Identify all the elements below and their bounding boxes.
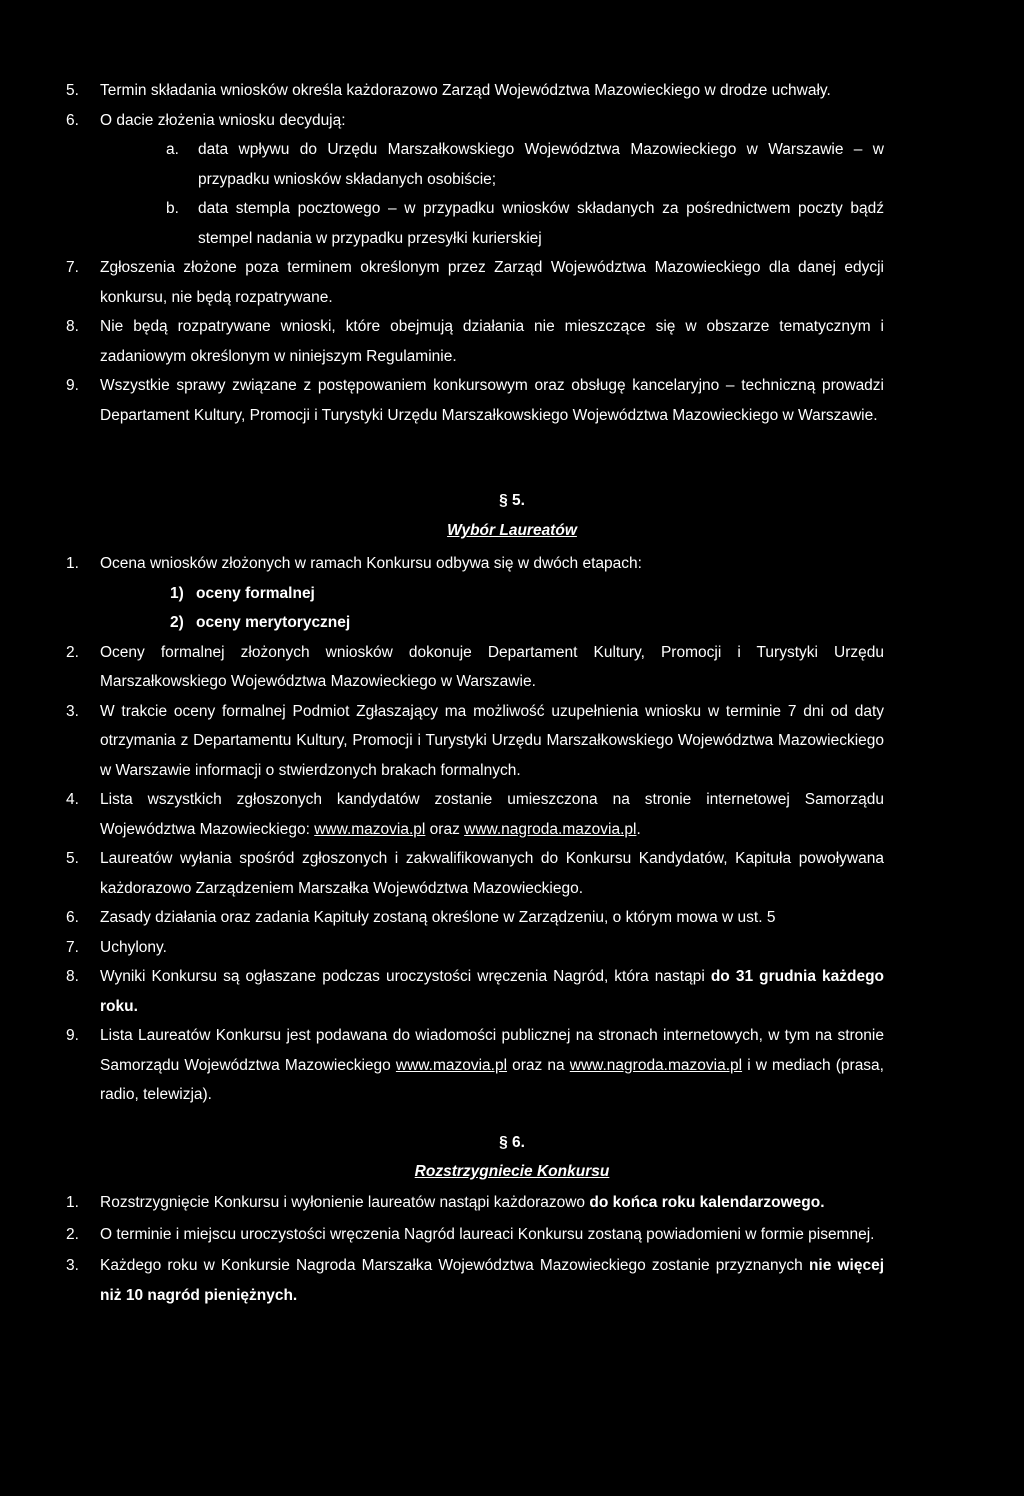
item-text: Zgłoszenia złożone poza terminem określonym przez Zarząd Województwa Mazowieckiego dla danej edycji konkursu, nie będą rozpatrywane. bbox=[100, 259, 884, 306]
list-item bbox=[66, 785, 884, 844]
link-nagroda[interactable]: www.nagroda.mazovia.pl bbox=[569, 1056, 743, 1074]
item-text: oceny formalnej bbox=[196, 584, 315, 602]
item-number: 5. bbox=[66, 82, 79, 99]
section-6-title: Rozstrzygniecie Konkursu bbox=[414, 1163, 610, 1180]
item-text: Ocena wniosków złożonych w ramach Konkursu odbywa się w dwóch etapach: bbox=[100, 555, 642, 572]
text-segment: Lista Laureatów Konkursu jest podawana do wiadomości publicznej na stronach internetowych, w tym na stronie Samorządu Województwa Mazowieckiego bbox=[100, 1027, 884, 1074]
item-number: 6. bbox=[66, 909, 79, 926]
text-segment: Lista wszystkich zgłoszonych kandydatów zostanie umieszczona na stronie internetowej Samorządu Województwa Mazowieckiego: bbox=[100, 791, 884, 838]
bold-text-segment: nie więcej niż 10 nagród pieniężnych. bbox=[100, 1257, 884, 1304]
section-6-heading bbox=[0, 1157, 1024, 1187]
section-5-heading bbox=[0, 516, 1024, 546]
section-5-body bbox=[66, 549, 884, 1110]
list-item bbox=[66, 253, 884, 312]
list-item bbox=[66, 1251, 884, 1310]
bold-text-segment: do końca roku kalendarzowego. bbox=[589, 1194, 825, 1211]
item-text: Uchylony. bbox=[100, 938, 167, 956]
text-segment: . bbox=[636, 820, 641, 838]
list-item bbox=[66, 371, 884, 430]
item-number: 6. bbox=[66, 111, 79, 129]
sub-list-item bbox=[166, 194, 884, 253]
item-number: 9. bbox=[66, 377, 79, 394]
item-number: 2. bbox=[66, 1225, 79, 1243]
item-number: 5. bbox=[66, 850, 79, 867]
list-item bbox=[66, 549, 884, 579]
item-number: 1. bbox=[66, 555, 79, 572]
item-text: O dacie złożenia wniosku decydują: bbox=[100, 111, 346, 129]
item-text: oceny merytorycznej bbox=[196, 614, 351, 631]
link-mazovia[interactable]: www.mazovia.pl bbox=[314, 820, 426, 838]
item-number: 2) bbox=[170, 614, 184, 631]
item-number: 1. bbox=[66, 1194, 79, 1211]
item-text: O terminie i miejscu uroczystości wręczenia Nagród laureaci Konkursu zostaną powiadomieni w formie pisemnej. bbox=[100, 1225, 875, 1243]
item-number: 8. bbox=[66, 968, 79, 985]
text-segment: oraz na bbox=[507, 1056, 570, 1074]
item-text: Wszystkie sprawy związane z postępowaniem konkursowym oraz obsługę kancelaryjno – techniczną prowadzi Departament Kultury, Promocji i Turystyki Urzędu Marszałkowskiego Województwa Mazowieckiego w Warszawie. bbox=[100, 377, 884, 424]
section-4-continuation bbox=[66, 76, 884, 430]
item-number: 4. bbox=[66, 791, 79, 808]
item-number: 1) bbox=[170, 584, 184, 602]
item-letter: a. bbox=[166, 141, 179, 158]
item-text: Laureatów wyłania spośród zgłoszonych i zakwalifikowanych do Konkursu Kandydatów, Kapituła powoływana każdorazowo Zarządzeniem Marszałka Województwa Mazowieckiego. bbox=[100, 850, 884, 897]
text-segment: oraz bbox=[425, 820, 465, 838]
section-6-symbol: § 6. bbox=[499, 1134, 525, 1151]
item-text: Zasady działania oraz zadania Kapituły zostaną określone w Zarządzeniu, o którym mowa w ust. 5 bbox=[100, 909, 776, 926]
item-number: 3. bbox=[66, 702, 79, 720]
item-number: 7. bbox=[66, 259, 79, 276]
link-nagroda[interactable]: www.nagroda.mazovia.pl bbox=[464, 820, 637, 838]
list-item bbox=[66, 844, 884, 903]
item-number: 9. bbox=[66, 1027, 79, 1044]
item-text: Termin składania wniosków określa każdorazowo Zarząd Województwa Mazowieckiego w drodze uchwały. bbox=[100, 82, 831, 99]
list-item bbox=[66, 1220, 884, 1250]
item-number: 7. bbox=[66, 938, 79, 956]
section-5-symbol: § 5. bbox=[499, 492, 525, 509]
item-text: Nie będą rozpatrywane wnioski, które obejmują działania nie mieszczące się w obszarze tematycznym i zadaniowym określonym w niniejszym Regulaminie. bbox=[100, 318, 884, 365]
item-number: 8. bbox=[66, 318, 79, 335]
list-item bbox=[66, 312, 884, 371]
list-item bbox=[66, 1188, 884, 1218]
bold-text-segment: do 31 grudnia każdego roku. bbox=[100, 968, 884, 1015]
text-segment: Każdego roku w Konkursie Nagroda Marszałka Województwa Mazowieckiego zostanie przyznanych bbox=[100, 1257, 809, 1274]
item-letter: b. bbox=[166, 200, 179, 217]
list-item bbox=[66, 697, 884, 786]
item-text: W trakcie oceny formalnej Podmiot Zgłaszający ma możliwość uzupełnienia wniosku w terminie 7 dni od daty otrzymania z Departamentu Kultury, Promocji i Turystyki Urzędu Marszałkowskiego Województwa Mazowieckiego w Warszawie informacji o stwierdzonych brakach formalnych. bbox=[100, 702, 884, 779]
list-item bbox=[66, 933, 884, 963]
sub-list-item bbox=[170, 608, 884, 638]
list-item bbox=[66, 962, 884, 1021]
list-item bbox=[66, 76, 884, 106]
section-5-title: Wybór Laureatów bbox=[447, 522, 577, 539]
text-segment: Wyniki Konkursu są ogłaszane podczas uroczystości wręczenia Nagród, która nastąpi bbox=[100, 968, 711, 985]
text-segment: Rozstrzygnięcie Konkursu i wyłonienie laureatów nastąpi każdorazowo bbox=[100, 1194, 590, 1211]
list-item bbox=[66, 903, 884, 933]
item-text: data stempla pocztowego – w przypadku wniosków składanych za pośrednictwem poczty bądź stempel nadania w przypadku przesyłki kurierskiej bbox=[198, 200, 884, 247]
item-text: data wpływu do Urzędu Marszałkowskiego Województwa Mazowieckiego w Warszawie – w przypadku wniosków składanych osobiście; bbox=[198, 141, 884, 188]
link-mazovia[interactable]: www.mazovia.pl bbox=[395, 1056, 508, 1074]
sub-list-item bbox=[166, 135, 884, 194]
sub-list-item bbox=[170, 579, 884, 609]
list-item bbox=[66, 638, 884, 697]
list-item bbox=[66, 106, 884, 136]
item-text bbox=[100, 1188, 884, 1218]
item-number: 2. bbox=[66, 643, 79, 661]
item-text bbox=[100, 785, 884, 844]
item-text bbox=[100, 1021, 884, 1110]
item-text: Oceny formalnej złożonych wniosków dokonuje Departament Kultury, Promocji i Turystyki Urzędu Marszałkowskiego Województwa Mazowieckiego w Warszawie. bbox=[100, 643, 884, 690]
item-text bbox=[100, 962, 884, 1021]
item-number: 3. bbox=[66, 1257, 79, 1274]
list-item bbox=[66, 1021, 884, 1110]
section-6-body bbox=[66, 1188, 884, 1310]
item-text bbox=[100, 1251, 884, 1310]
text-segment: i w mediach (prasa, radio, telewizja). bbox=[100, 1056, 884, 1103]
